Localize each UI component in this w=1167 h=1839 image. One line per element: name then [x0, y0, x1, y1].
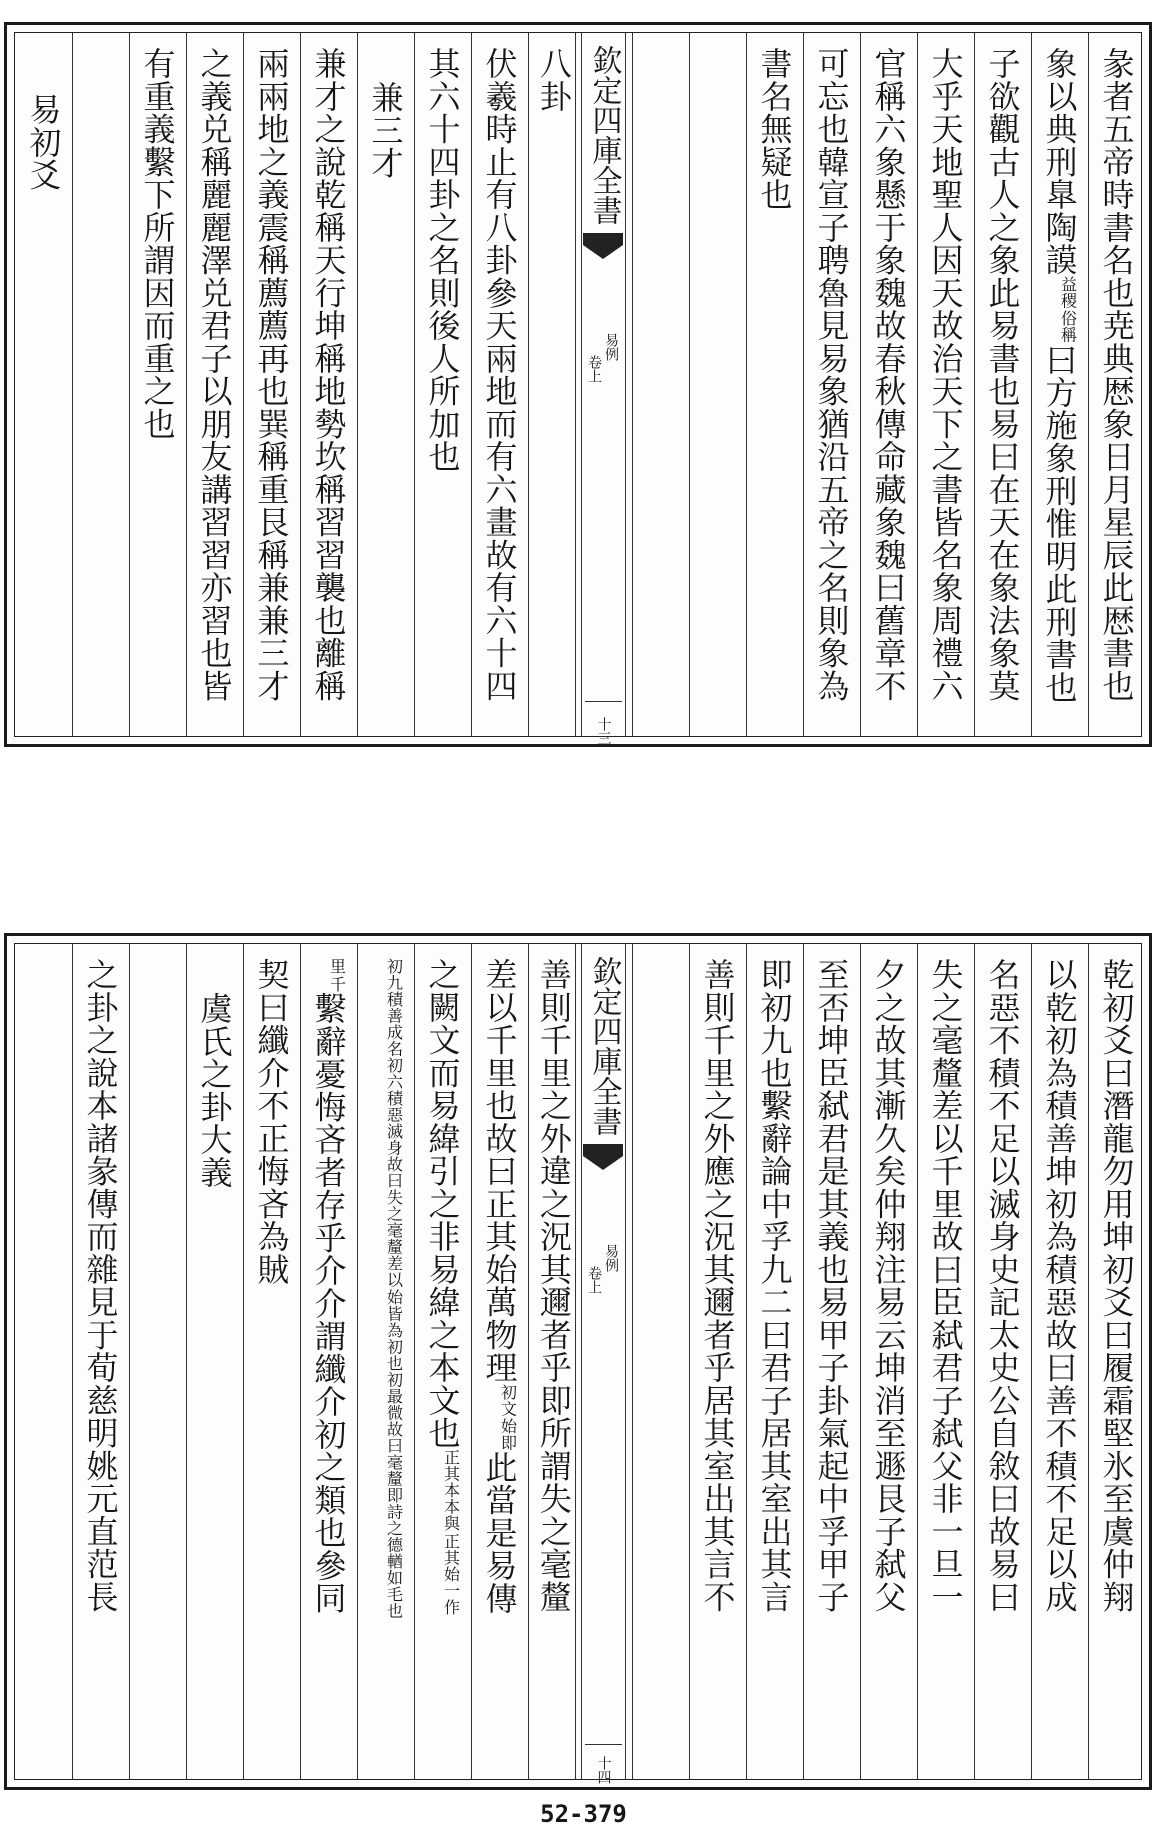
text-column: 千 里 繫辭憂悔吝者存乎介介謂纖介初之類也參同 [309, 958, 348, 1615]
text-column: 易初爻 [24, 93, 63, 192]
text-column: 子欲觀古人之象此易書也易曰在天在象法象莫 [983, 47, 1022, 702]
text-column: 失之毫釐差以千里故曰臣弑君子弑父非一旦一 [926, 958, 965, 1613]
text-column: 兼才之說乾稱天行坤稱地勢坎稱習習襲也離稱 [309, 47, 348, 702]
text-column [129, 944, 186, 1779]
interlinear-note: 始皆為初也初最微故曰毫釐即詩之德輶如毛也 初九積善成名初六積惡滅身故曰失之毫釐差以 [384, 958, 404, 1619]
text-column: 善則千里之外應之況其邇者乎居其室出其言不 [698, 958, 737, 1613]
bottom-page-frame [14, 943, 1142, 1784]
text-column: 兩兩地之義震稱薦薦再也巽稱重艮稱兼兼三才 [252, 47, 291, 702]
section-name: 易例 [603, 333, 619, 361]
footer-page-number: 52-379 [540, 1800, 627, 1828]
text-column [357, 944, 414, 1779]
text-column: 以乾初為積善坤初為積惡故曰善不積不足以成 [1040, 958, 1079, 1613]
book-title: 欽定四庫全書 [586, 45, 622, 225]
text-column: 之闕文而易緯引之非易緯之本文也 正其始一作 正其本本與 [423, 958, 462, 1616]
text-column [689, 33, 746, 736]
bottom-page [4, 933, 1152, 1790]
text-column: 之義兑稱麗麗澤兑君子以朋友講習習亦習也皆 [195, 47, 234, 702]
page-number-label: 十四 [595, 1756, 612, 1784]
text-column: 彖者五帝時書名也尭典厯象日月星辰此厯書也 [1097, 47, 1136, 702]
text-column [72, 33, 129, 736]
fishtail-mark-icon [583, 1144, 623, 1172]
text-column: 官稱六象懸于象魏故春秋傳命藏象魏曰舊章不 [869, 47, 908, 702]
fold-column [575, 33, 632, 745]
text-column: 名惡不積不足以滅身史記太史公自敘曰故易曰 [983, 958, 1022, 1613]
text-column [15, 944, 72, 1779]
section-name: 易例 [603, 1244, 619, 1272]
text-column: 契曰纖介不正悔吝為賊 [252, 958, 291, 1286]
text-column: 八卦 [534, 47, 573, 113]
text-column: 大乎天地聖人因天故治天下之書皆名象周禮六 [926, 47, 965, 702]
text-column: 善則千里之外違之況其邇者乎即所謂失之毫釐 [534, 958, 573, 1613]
interlinear-note: 千 里 [327, 958, 347, 992]
interlinear-note: 始即 初文 [498, 1383, 518, 1451]
text-column: 其六十四卦之名則後人所加也 [423, 47, 462, 473]
text-column: 有重義繫下所謂因而重之也 [138, 47, 177, 440]
text-column [632, 944, 689, 1779]
text-column: 至否坤臣弑君是其義也易甲子卦氣起中孚甲子 [812, 958, 851, 1613]
fold-column [575, 944, 632, 1784]
interlinear-note: 俗稱 益稷 [1058, 276, 1078, 344]
text-column: 虞氏之卦大義 [195, 992, 234, 1189]
text-column: 伏羲時止有八卦參天兩地而有六畫故有六十四 [480, 47, 519, 702]
text-column: 兼三才 [366, 81, 405, 180]
interlinear-note: 正其始一作 正其本本與 [441, 1449, 461, 1616]
top-page-frame [14, 32, 1142, 745]
fishtail-mark-icon [583, 233, 623, 261]
text-column: 之卦之說本諸彖傳而雜見于荀慈明姚元直范長 [81, 958, 120, 1613]
volume-name: 卷上 [586, 355, 602, 383]
text-column: 夕之故其漸久矣仲翔注易云坤消至遯艮子弑父 [869, 958, 908, 1613]
text-column: 即初九也繫辭論中孚九二曰君子居其室出其言 [755, 958, 794, 1613]
text-column [632, 33, 689, 736]
text-column: 象以典刑臯陶謨 俗稱 益稷 曰方施象刑惟明此刑書也 [1040, 47, 1079, 704]
top-page [4, 22, 1152, 747]
book-title: 欽定四庫全書 [586, 956, 622, 1136]
volume-name: 卷上 [586, 1266, 602, 1294]
text-column: 差以千里也故曰正其始萬物理 始即 初文 此當是易傳 [480, 958, 519, 1615]
page-number-label: 十三 [595, 717, 612, 745]
text-column: 乾初爻曰潛龍勿用坤初爻曰履霜堅氷至虞仲翔 [1097, 958, 1136, 1613]
text-column: 書名無疑也 [755, 47, 794, 211]
text-column: 可忘也韓宣子聘魯見易象猶沿五帝之名則象為 [812, 47, 851, 702]
